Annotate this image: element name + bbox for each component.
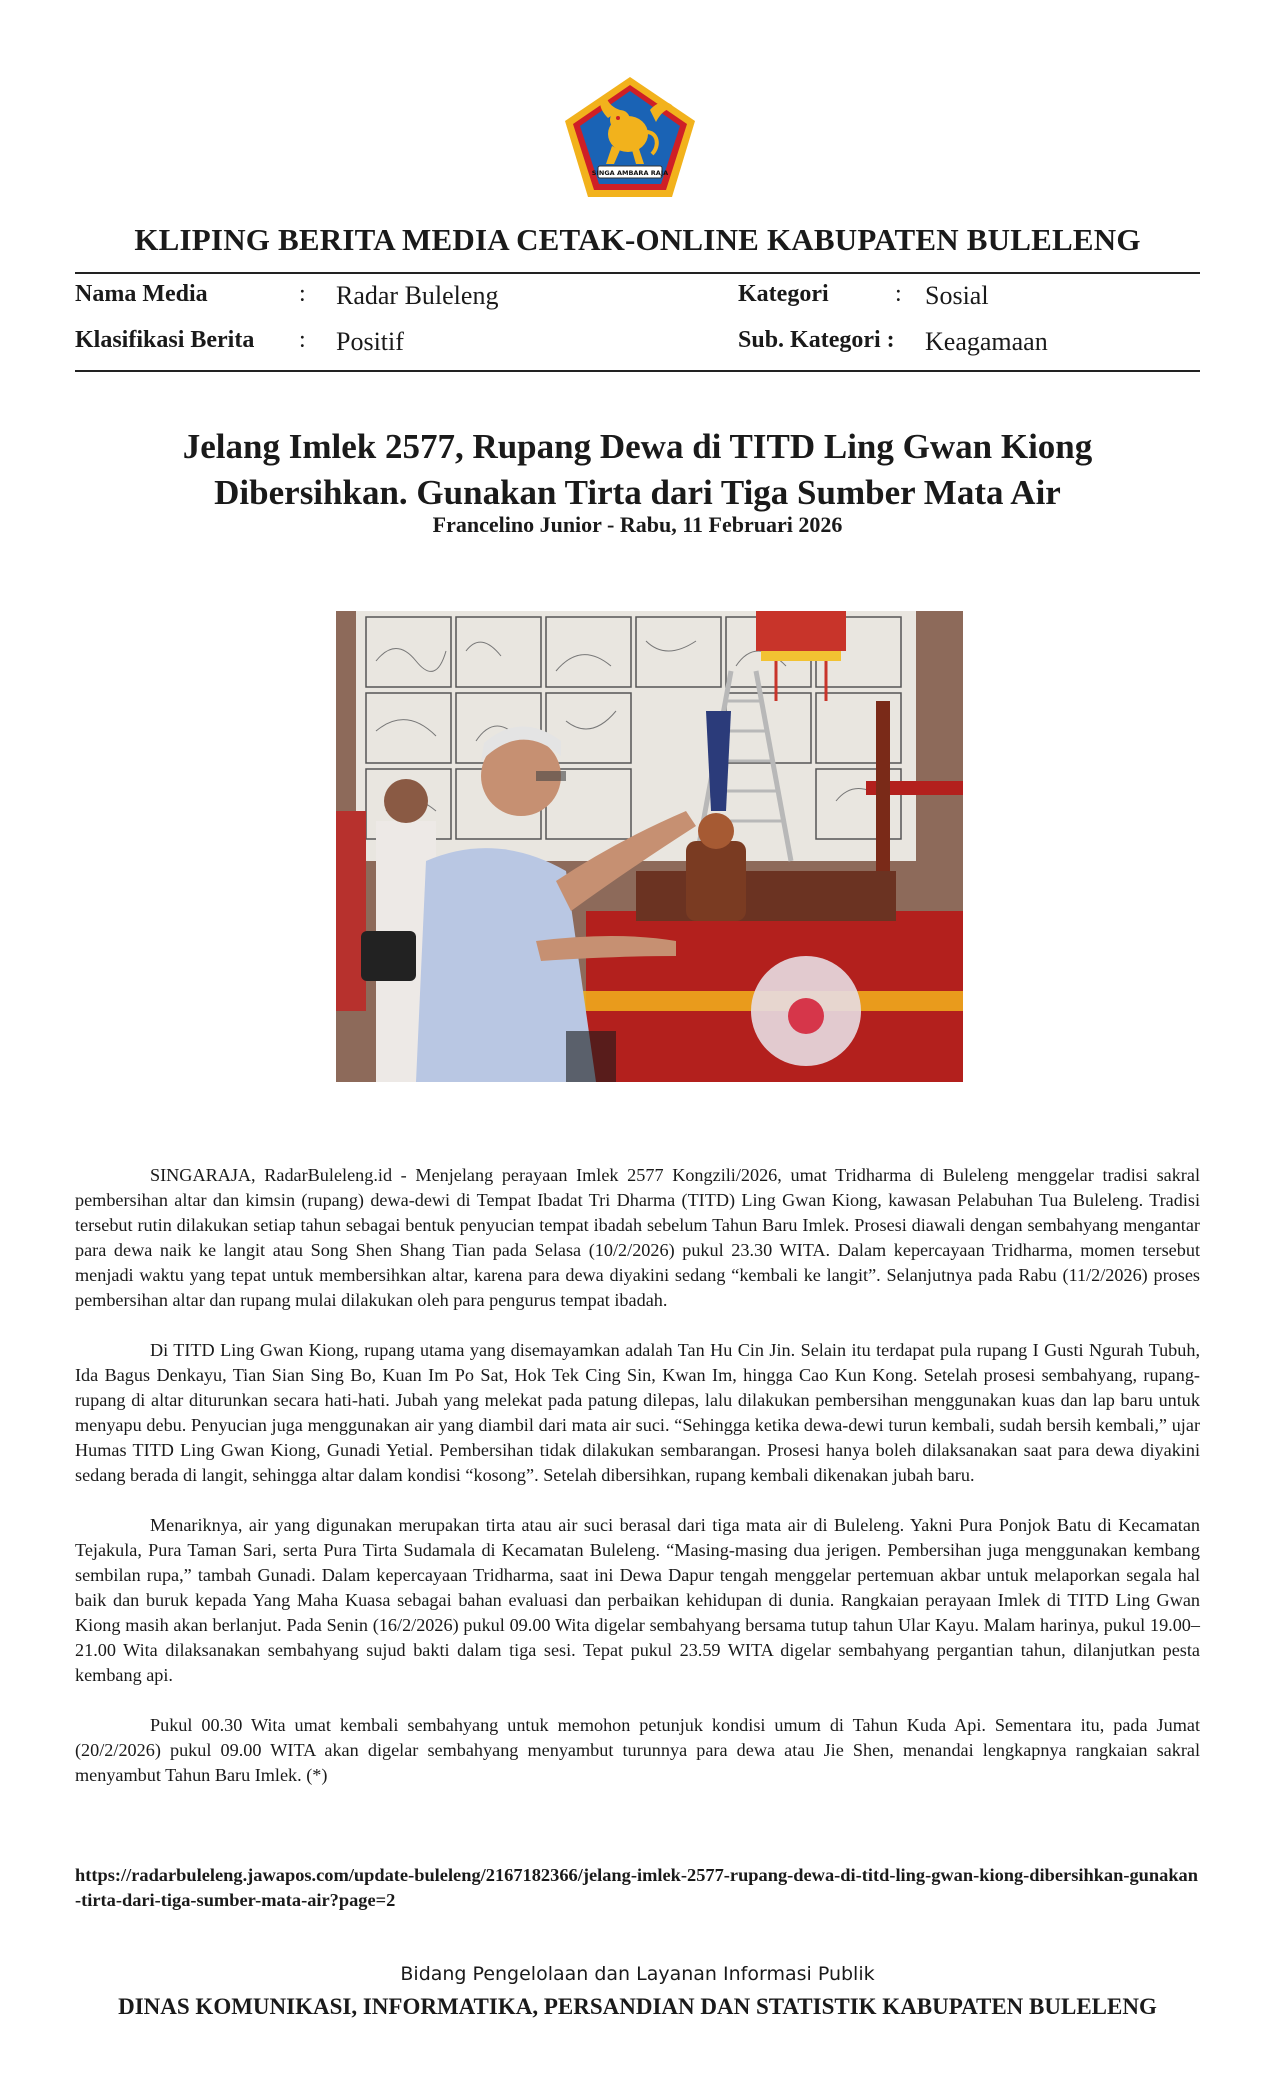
article-byline: Francelino Junior - Rabu, 11 Februari 2026 bbox=[432, 512, 843, 537]
article-paragraph: Menariknya, air yang digunakan merupakan tirta atau air suci berasal dari tiga mata air di Buleleng. Yakni Pura Ponjok Batu di Kecamatan Tejakula, Pura Taman Sari, serta Pura Tirta Sudamala di Kecamatan Buleleng. “Masing-masing dua jerigen. Pembersihan juga menggunakan kembang sembilan rupa,” tambah Gunadi. Dalam kepercayaan Tridharma, saat ini Dewa Dapur tengah menggelar pertemuan akbar untuk melaporkan segala hal baik dan buruk kepada Yang Maha Kuasa sebagai bahan evaluasi dan perbaikan kehidupan di dunia. Rangkaian perayaan Imlek di TITD Ling Gwan Kiong masih akan berlanjut. Pada Senin (16/2/2026) pukul 09.00 Wita digelar sembahyang bersama tutup tahun Ular Kayu. Malam harinya, pukul 19.00–21.00 Wita dilaksanakan sembahyang sujud bakti dalam tiga sesi. Tepat pukul 23.59 WITA digelar sembahyang pergantian tahun, dilanjutkan pesta kembang api. bbox=[75, 1515, 1200, 1685]
footer-agency: DINAS KOMUNIKASI, INFORMATIKA, PERSANDIAN DAN STATISTIK KABUPATEN BULELENG bbox=[118, 1994, 1157, 2019]
kategori-value: Sosial bbox=[925, 281, 989, 310]
article-body bbox=[75, 1163, 1200, 1813]
kategori-separator: : bbox=[895, 281, 902, 307]
temple-cleaning-photo-icon bbox=[336, 611, 963, 1082]
singa-ambara-raja-emblem-icon bbox=[562, 74, 698, 200]
logo-motto: SINGA AMBARA RAJA bbox=[591, 169, 669, 177]
media-separator: : bbox=[299, 281, 306, 307]
article-paragraph: Pukul 00.30 Wita umat kembali sembahyang untuk memohon petunjuk kondisi umum di Tahun Kuda Api. Sementara itu, pada Jumat (20/2/2026) pukul 09.00 WITA akan digelar sembahyang menyambut turunnya para dewa atau Jie Shen, menandai lengkapnya rangkaian sakral menyambut Tahun Baru Imlek. (*) bbox=[75, 1715, 1200, 1785]
klasifikasi-label: Klasifikasi Berita bbox=[75, 327, 255, 353]
source-link[interactable]: https://radarbuleleng.jawapos.com/update-buleleng/2167182366/jelang-imlek-2577-rupang-dewa-di-titd-ling-gwan-kiong-dibersihkan-gunakan-tirta-dari-tiga-sumber-mata-air?page=2 bbox=[75, 1865, 1198, 1910]
media-value: Radar Buleleng bbox=[336, 281, 499, 310]
subkategori-value: Keagamaan bbox=[925, 327, 1048, 356]
article-photo bbox=[336, 611, 963, 1082]
meta-row-klasifikasi bbox=[75, 327, 1200, 361]
klasifikasi-value: Positif bbox=[336, 327, 404, 356]
headline-line-2: Dibersihkan. Gunakan Tirta dari Tiga Sumber Mata Air bbox=[214, 473, 1061, 512]
klasifikasi-separator: : bbox=[299, 327, 306, 353]
media-label: Nama Media bbox=[75, 281, 208, 307]
regency-logo bbox=[562, 74, 698, 200]
clipping-title: KLIPING BERITA MEDIA CETAK-ONLINE KABUPATEN BULELENG bbox=[134, 222, 1141, 257]
article-paragraph: SINGARAJA, RadarBuleleng.id - Menjelang perayaan Imlek 2577 Kongzili/2026, umat Tridharma di Buleleng menggelar tradisi sakral pembersihan altar dan kimsin (rupang) dewa-dewi di Tempat Ibadat Tri Dharma (TITD) Ling Gwan Kiong, kawasan Pelabuhan Tua Buleleng. Tradisi tersebut rutin dilakukan setiap tahun sebagai bentuk penyucian tempat ibadah sebelum Tahun Baru Imlek. Prosesi diawali dengan sembahyang mengantar para dewa naik ke langit atau Song Shen Shang Tian pada Selasa (10/2/2026) pukul 23.30 WITA. Dalam kepercayaan Tridharma, momen tersebut menjadi waktu yang tepat untuk membersihkan altar, karena para dewa diyakini sedang “kembali ke langit”. Selanjutnya pada Rabu (11/2/2026) proses pembersihan altar dan rupang mulai dilakukan oleh para pengurus tempat ibadah. bbox=[75, 1165, 1200, 1310]
kategori-label: Kategori bbox=[738, 281, 829, 307]
article-paragraph: Di TITD Ling Gwan Kiong, rupang utama yang disemayamkan adalah Tan Hu Cin Jin. Selain itu terdapat pula rupang I Gusti Ngurah Tubuh, Ida Bagus Denkayu, Tian Sian Sing Bo, Kuan Im Po Sat, Hok Tek Cing Sin, Kwan Im, hingga Cao Kun Kong. Setelah prosesi sembahyang, rupang-rupang di altar diturunkan secara hati-hati. Jubah yang melekat pada patung dilepas, lalu dilakukan pembersihan menggunakan kuas dan lap baru untuk menyapu debu. Penyucian juga menggunakan air yang diambil dari mata air suci. “Sehingga ketika dewa-dewi turun kembali, sudah bersih kembali,” ujar Humas TITD Ling Gwan Kiong, Gunadi Yetial. Pembersihan tidak dilakukan sembarangan. Prosesi hanya boleh dilaksanakan saat para dewa diyakini sedang berada di langit, sehingga altar dalam kondisi “kosong”. Setelah dibersihkan, rupang kembali dikenakan jubah baru. bbox=[75, 1340, 1200, 1485]
header-divider-top bbox=[75, 272, 1200, 274]
header-divider-bottom bbox=[75, 370, 1200, 372]
footer-division: Bidang Pengelolaan dan Layanan Informasi Publik bbox=[400, 1963, 875, 1985]
article-headline bbox=[0, 424, 1275, 516]
headline-line-1: Jelang Imlek 2577, Rupang Dewa di TITD Ling Gwan Kiong bbox=[182, 427, 1093, 466]
subkategori-label: Sub. Kategori : bbox=[738, 327, 895, 353]
meta-row-media bbox=[75, 281, 1200, 315]
